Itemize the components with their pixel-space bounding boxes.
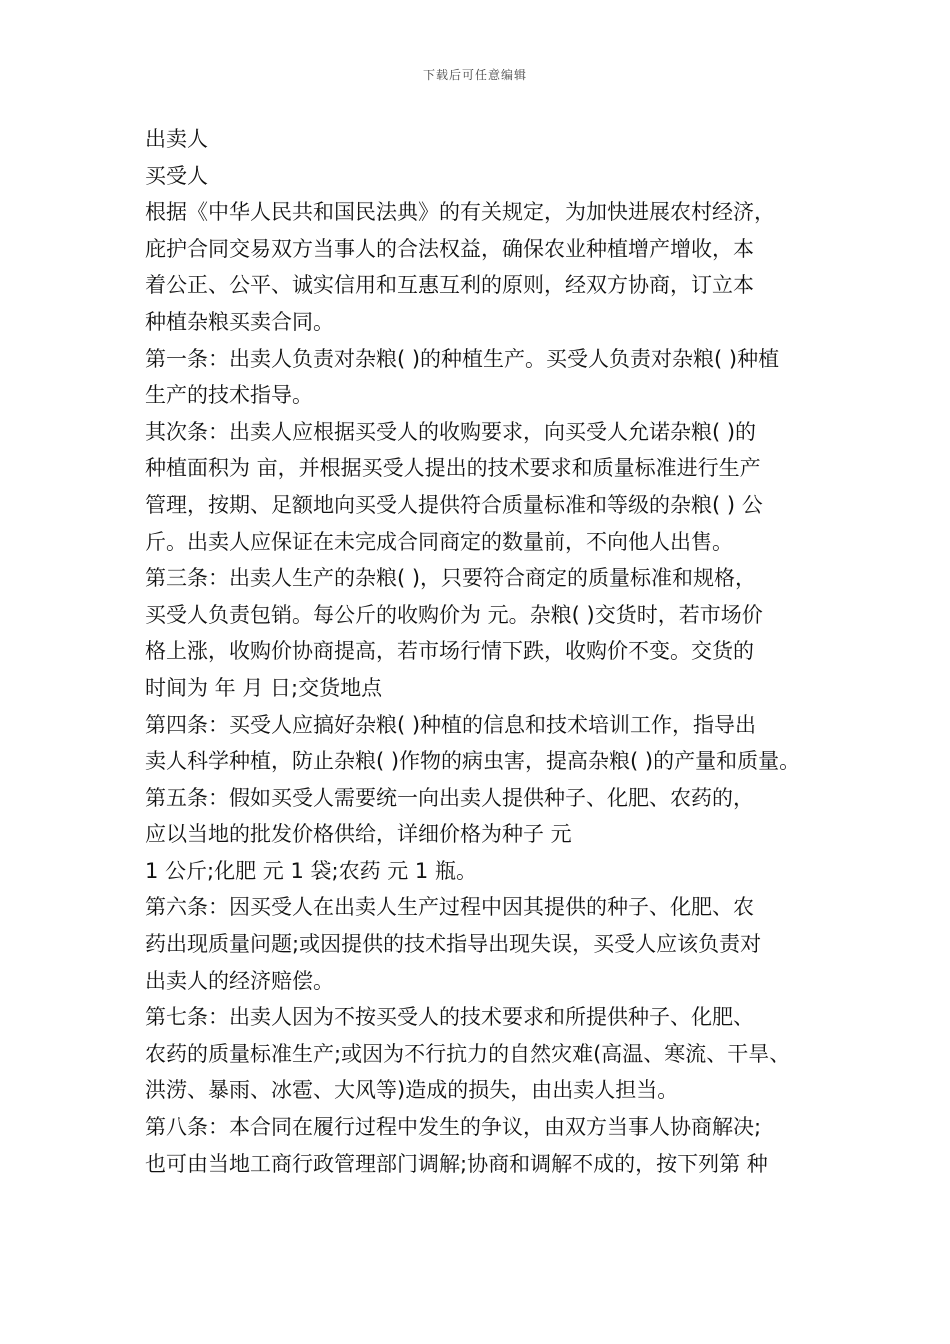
article-2-line: 种植面积为 亩，并根据买受人提出的技术要求和质量标准进行生产 [145,456,761,481]
article-7-line: 农药的质量标准生产;或因为不行抗力的自然灾难(高温、寒流、干旱、 [145,1041,791,1066]
line-seller: 出卖人 [145,127,208,151]
article-8-line: 也可由当地工商行政管理部门调解;协商和调解不成的，按下列第 种 [145,1151,768,1176]
document-body [145,121,825,1182]
article-2-line: 斤。出卖人应保证在未完成合同商定的数量前，不向他人出售。 [145,529,733,554]
article-5-line: 第五条：假如买受人需要统一向出卖人提供种子、化肥、农药的， [145,785,754,810]
article-3-line: 第三条：出卖人生产的杂粮( )，只要符合商定的质量标准和规格， [145,566,757,591]
article-1-line: 生产的技术指导。 [145,383,313,408]
article-2-line: 管理，按期、足额地向买受人提供符合质量标准和等级的杂粮( ) 公 [145,492,763,517]
article-3-line: 格上涨，收购价协商提高，若市场行情下跌，收购价不变。交货的 [145,639,754,664]
article-8-line: 第八条：本合同在履行过程中发生的争议，由双方当事人协商解决; [145,1115,762,1140]
article-3-line: 时间为 年 月 日;交货地点 [145,675,383,700]
preamble-line: 根据《中华人民共和国民法典》的有关规定，为加快进展农村经济， [145,200,775,225]
article-1-line: 第一条：出卖人负责对杂粮( )的种植生产。买受人负责对杂粮( )种植 [145,346,780,371]
article-5-line: 1 公斤;化肥 元 1 袋;农药 元 1 瓶。 [145,858,477,883]
article-6-line: 第六条：因买受人在出卖人生产过程中因其提供的种子、化肥、农 [145,895,754,920]
page-header-note: 下载后可任意编辑 [422,68,527,82]
article-4-line: 第四条：买受人应搞好杂粮( )种植的信息和技术培训工作，指导出 [145,712,757,737]
preamble-line: 庇护合同交易双方当事人的合法权益，确保农业种植增产增收，本 [145,236,754,261]
article-3-line: 买受人负责包销。每公斤的收购价为 元。杂粮( )交货时，若市场价 [145,602,763,627]
article-2-line: 其次条：出卖人应根据买受人的收购要求，向买受人允诺杂粮( )的 [145,419,757,444]
preamble-line: 着公正、公平、诚实信用和互惠互利的原则，经双方协商，订立本 [145,273,754,298]
article-6-line: 药出现质量问题;或因提供的技术指导出现失误，买受人应该负责对 [145,932,762,957]
article-7-line: 第七条：出卖人因为不按买受人的技术要求和所提供种子、化肥、 [145,1005,754,1030]
article-6-line: 出卖人的经济赔偿。 [145,968,334,993]
article-4-line: 卖人科学种植，防止杂粮( )作物的病虫害，提高杂粮( )的产量和质量。 [145,749,801,774]
article-7-line: 洪涝、暴雨、冰雹、大风等)造成的损失，由出卖人担当。 [145,1078,679,1103]
preamble-line: 种植杂粮买卖合同。 [145,309,334,334]
line-buyer: 买受人 [145,163,208,188]
article-5-line: 应以当地的批发价格供给，详细价格为种子 元 [145,822,572,847]
